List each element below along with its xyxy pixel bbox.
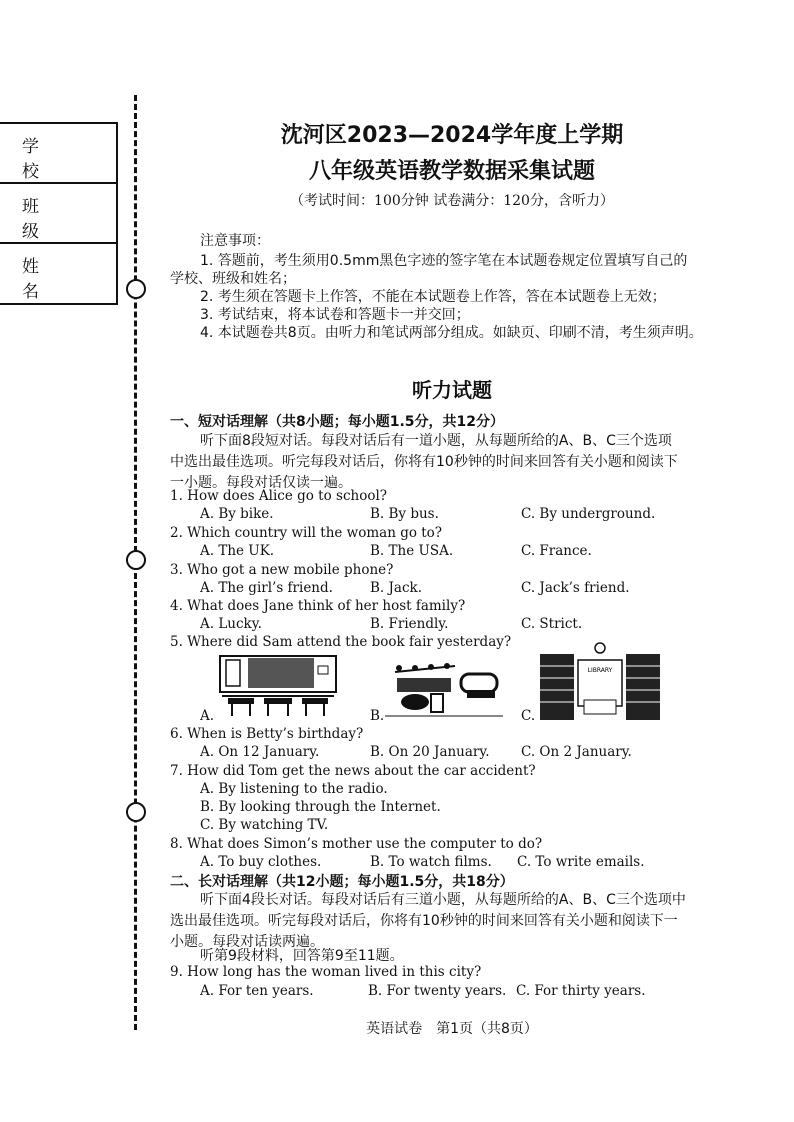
q1-option-c[interactable]: C. By underground. (521, 506, 656, 522)
school-label: 学 校 (22, 137, 69, 182)
q9-option-a[interactable]: A. For ten years. (200, 983, 314, 999)
q4-option-c[interactable]: C. Strict. (521, 616, 583, 632)
note-item: 4. 本试题卷共8页。由听力和笔试两部分组成。如缺页、印刷不清，考生须声明。 (200, 325, 703, 341)
q1-option-b[interactable]: B. By bus. (370, 506, 439, 522)
q1-option-a[interactable]: A. By bike. (200, 506, 274, 522)
question-4: 4. What does Jane think of her host family? (170, 598, 466, 614)
bookstore-hall-image (218, 652, 338, 718)
q6-option-b[interactable]: B. On 20 January. (370, 744, 490, 760)
instruction-line: 听下面4段长对话。每段对话后有三道小题，从每题所给的A、B、C三个选项中 (200, 892, 686, 908)
name-label: 姓 名 (22, 257, 69, 302)
instruction-line: 一小题。每段对话仅读一遍。 (170, 475, 352, 491)
question-5: 5. Where did Sam attend the book fair yesterday? (170, 634, 512, 650)
instruction-line: 听下面8段短对话。每段对话后有一道小题，从每题所给的A、B、C三个选项 (200, 433, 672, 449)
q7-option-c[interactable]: C. By watching TV. (200, 817, 329, 833)
q3-option-b[interactable]: B. Jack. (370, 580, 422, 596)
note-item: 2. 考生须在答题卡上作答，不能在本试题卷上作答，答在本试题卷上无效； (200, 289, 666, 305)
student-info-box (0, 122, 118, 305)
q6-option-a[interactable]: A. On 12 January. (200, 744, 320, 760)
name-field[interactable] (0, 244, 116, 304)
part1-instructions (170, 431, 715, 494)
note-item: 3. 考试结束，将本试卷和答题卡一并交回； (200, 307, 470, 323)
binding-hole (126, 802, 146, 822)
q4-option-b[interactable]: B. Friendly. (370, 616, 449, 632)
q5-option-b[interactable]: B. (370, 708, 385, 724)
class-label: 班 级 (22, 197, 69, 242)
question-3: 3. Who got a new mobile phone? (170, 562, 394, 578)
q8-option-b[interactable]: B. To watch films. (370, 854, 492, 870)
listening-section-title: 听力试题 (412, 378, 492, 402)
instruction-line: 中选出最佳选项。听完每段对话后，你将有10秒钟的时间来回答有关小题和阅读下 (170, 454, 678, 470)
q8-option-c[interactable]: C. To write emails. (517, 854, 645, 870)
question-2: 2. Which country will the woman go to? (170, 525, 443, 541)
question-7: 7. How did Tom get the news about the car accident? (170, 763, 536, 779)
exam-subtitle: （考试时间：100分钟 试卷满分：120分，含听力） (290, 193, 614, 209)
q5-option-a[interactable]: A. (200, 708, 215, 724)
exam-title-line2: 八年级英语教学数据采集试题 (308, 159, 595, 184)
page-footer: 英语试卷 第1页（共8页） (366, 1021, 538, 1037)
q2-option-c[interactable]: C. France. (521, 543, 592, 559)
question-8: 8. What does Simon’s mother use the computer to do? (170, 836, 543, 852)
material-note: 听第9段材料，回答第9至11题。 (200, 948, 404, 964)
q2-option-a[interactable]: A. The UK. (200, 543, 275, 559)
question-1: 1. How does Alice go to school? (170, 488, 388, 504)
q7-option-b[interactable]: B. By looking through the Internet. (200, 799, 441, 815)
q9-option-c[interactable]: C. For thirty years. (516, 983, 646, 999)
binding-hole (126, 550, 146, 570)
q6-option-c[interactable]: C. On 2 January. (521, 744, 632, 760)
q7-option-a[interactable]: A. By listening to the radio. (200, 781, 388, 797)
q8-option-a[interactable]: A. To buy clothes. (200, 854, 322, 870)
part1-heading: 一、短对话理解（共8小题；每小题1.5分，共12分） (170, 414, 505, 430)
library-sign-text: LIBRARY (587, 667, 613, 674)
note-item: 1. 答题前，考生须用0.5mm黑色字迹的签字笔在本试题卷规定位置填写自己的 (200, 253, 688, 269)
notes-heading: 注意事项： (200, 233, 270, 249)
instruction-line: 选出最佳选项。听完每段对话后，你将有10秒钟的时间来回答有关小题和阅读下一 (170, 913, 678, 929)
question-6: 6. When is Betty’s birthday? (170, 726, 364, 742)
playground-image (385, 660, 505, 718)
question-9: 9. How long has the woman lived in this city? (170, 964, 482, 980)
binding-hole (126, 279, 146, 299)
part2-heading: 二、长对话理解（共12小题；每小题1.5分，共18分） (170, 874, 514, 890)
part2-instructions (170, 890, 715, 953)
q2-option-b[interactable]: B. The USA. (370, 543, 454, 559)
q3-option-c[interactable]: C. Jack’s friend. (521, 580, 630, 596)
note-item: 学校、班级和姓名； (170, 271, 296, 287)
exam-title-line1: 沈河区2023—2024学年度上学期 (280, 123, 624, 148)
q4-option-a[interactable]: A. Lucky. (200, 616, 262, 632)
instruction-line: 小题。每段对话读两遍。 (170, 934, 324, 950)
q3-option-a[interactable]: A. The girl’s friend. (200, 580, 333, 596)
q5-option-c[interactable]: C. (521, 708, 536, 724)
q9-option-b[interactable]: B. For twenty years. (368, 983, 507, 999)
library-image (540, 642, 660, 720)
